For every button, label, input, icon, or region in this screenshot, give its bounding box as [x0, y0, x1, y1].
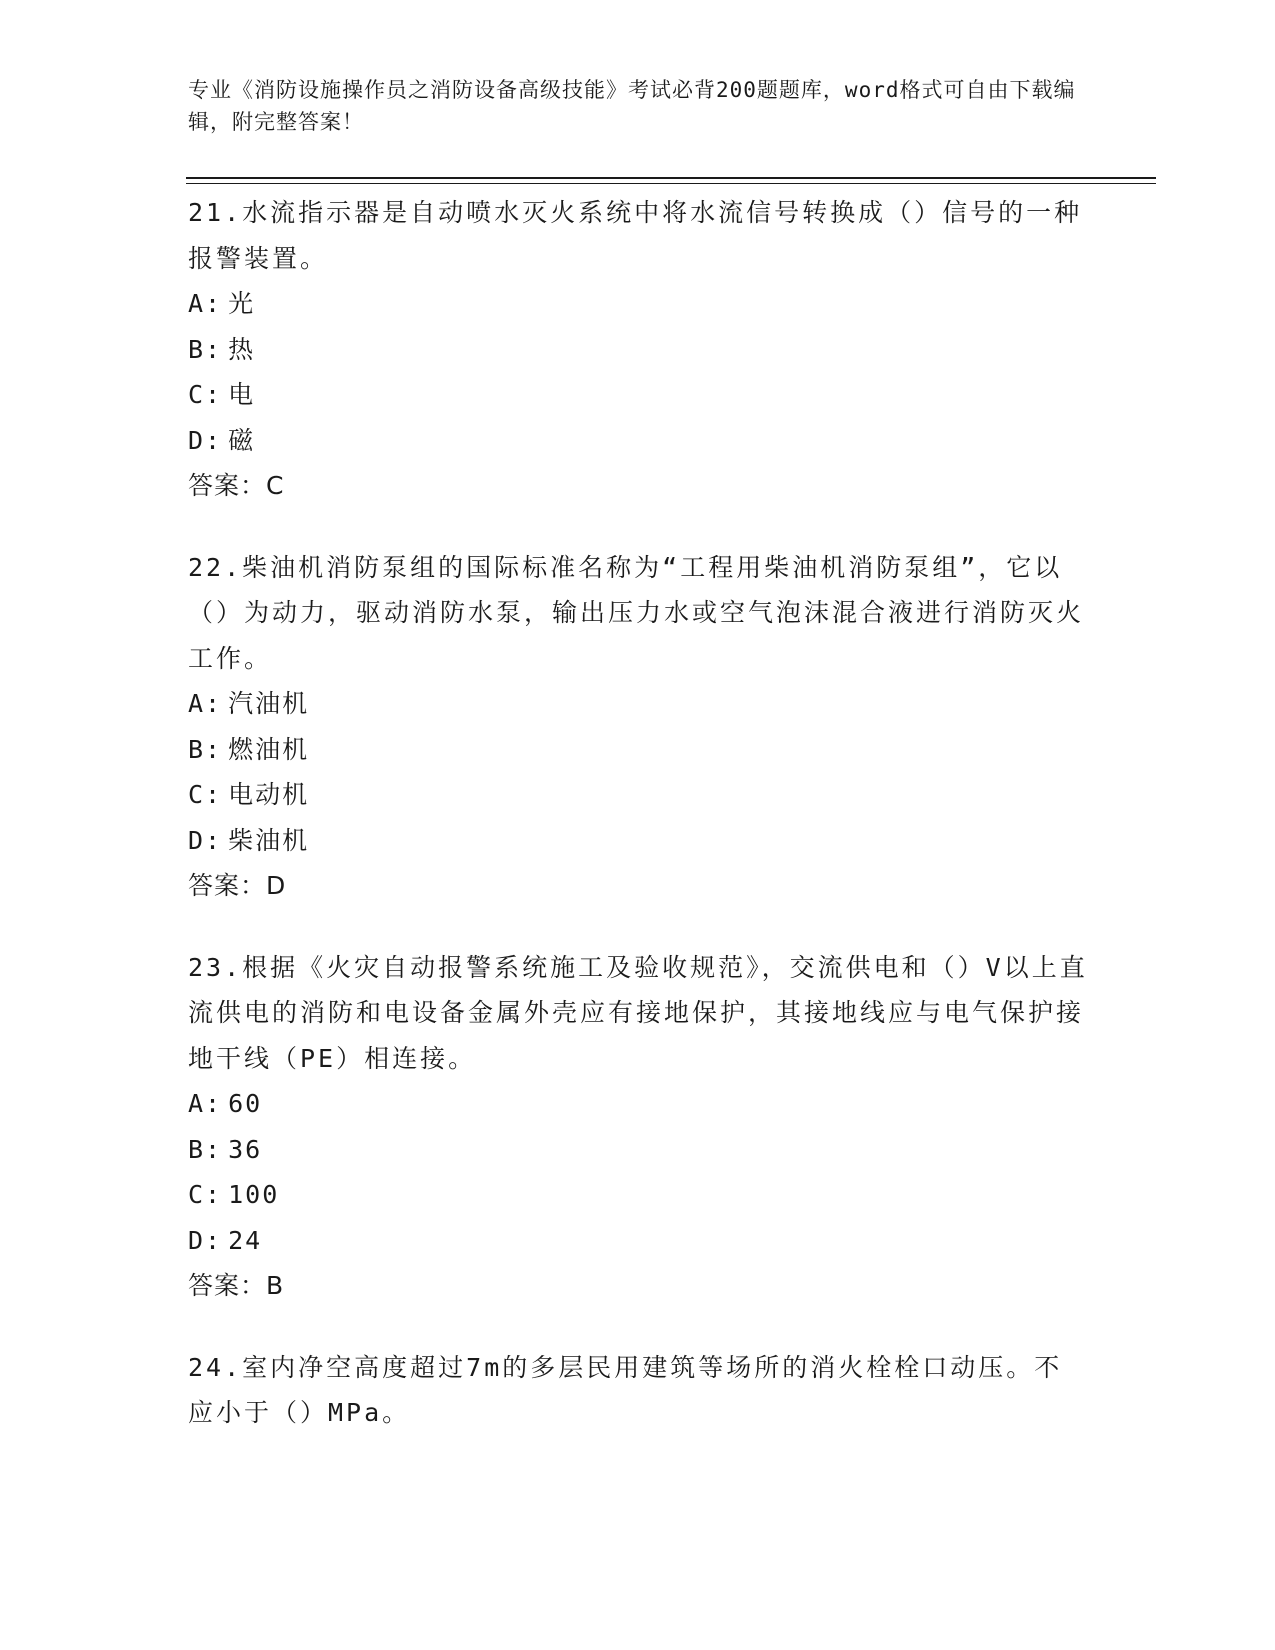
option-letter: A:	[188, 289, 223, 318]
option-c	[188, 772, 1088, 818]
question-text: 22.柴油机消防泵组的国际标准名称为“工程用柴油机消防泵组”，它以（）为动力，驱动消防水泵，输出压力水或空气泡沫混合液进行消防灭火工作。	[188, 552, 1085, 673]
option-letter: D:	[188, 825, 223, 855]
question-text: 23.根据《火灾自动报警系统施工及验收规范》，交流供电和（）V以上直流供电的消防和电设备金属外壳应有接地保护，其接地线应与电气保护接地干线（PE）相连接。	[188, 952, 1088, 1073]
option-text: 热	[228, 334, 256, 364]
option-text: 电	[228, 380, 256, 409]
option-d	[188, 418, 1088, 464]
option-text: 60	[228, 1089, 263, 1118]
option-text: 光	[228, 289, 256, 318]
question-text: 21.水流指示器是自动喷水灭火系统中将水流信号转换成（）信号的一种报警装置。	[188, 198, 1083, 273]
option-text: 100	[228, 1180, 280, 1209]
document-header: 专业《消防设施操作员之消防设备高级技能》考试必背200题题库，word格式可自由下载编辑，附完整答案！	[188, 78, 1076, 134]
option-text: 电动机	[228, 780, 310, 809]
option-letter: D:	[188, 425, 223, 455]
option-letter: B:	[188, 1134, 223, 1164]
answer-text: 答案：C	[188, 471, 285, 500]
option-text: 柴油机	[228, 825, 310, 855]
option-letter: C:	[188, 780, 223, 809]
option-b	[188, 327, 1088, 373]
header-divider-thick	[186, 177, 1156, 179]
header-divider-thin	[186, 183, 1156, 184]
option-b	[188, 727, 1088, 773]
option-d	[188, 818, 1088, 864]
option-b	[188, 1127, 1088, 1173]
option-letter: A:	[188, 1089, 223, 1118]
option-c	[188, 1172, 1088, 1218]
option-letter: B:	[188, 334, 223, 364]
option-a	[188, 1081, 1088, 1127]
option-a	[188, 281, 1088, 327]
option-c	[188, 372, 1088, 418]
answer-text: 答案：B	[188, 1271, 285, 1300]
option-letter: D:	[188, 1225, 223, 1255]
option-a	[188, 681, 1088, 727]
question-22	[188, 545, 1088, 909]
question-text: 24.室内净空高度超过7m的多层民用建筑等场所的消火栓栓口动压。不应小于（）MPa。	[188, 1352, 1063, 1427]
option-letter: A:	[188, 689, 223, 718]
question-23	[188, 945, 1088, 1309]
option-text: 燃油机	[228, 734, 310, 764]
option-letter: C:	[188, 1180, 223, 1209]
option-text: 24	[228, 1225, 263, 1255]
option-text: 磁	[228, 425, 256, 455]
option-text: 36	[228, 1134, 263, 1164]
question-24	[188, 1345, 1088, 1436]
option-text: 汽油机	[228, 689, 310, 718]
option-letter: B:	[188, 734, 223, 764]
option-d	[188, 1218, 1088, 1264]
question-21	[188, 190, 1088, 509]
question-list	[188, 190, 1088, 1472]
answer-text: 答案：D	[188, 871, 287, 900]
option-letter: C:	[188, 380, 223, 409]
